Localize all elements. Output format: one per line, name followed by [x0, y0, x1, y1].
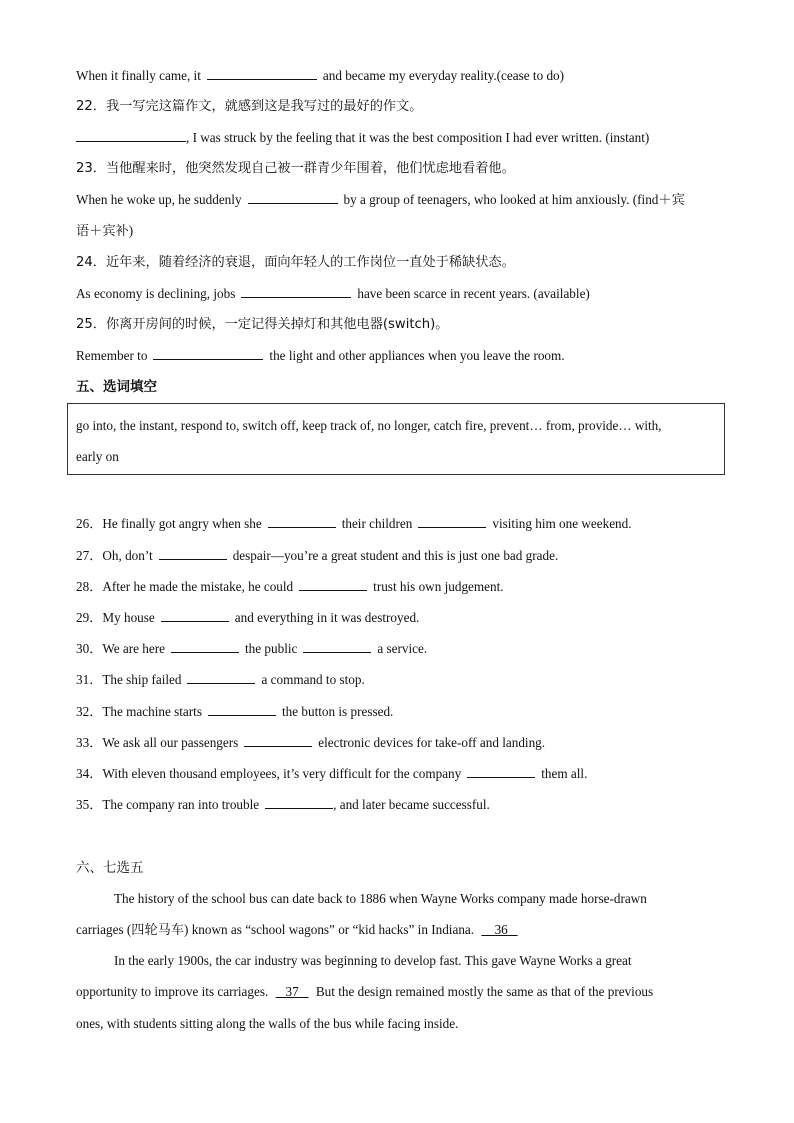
q22-chinese-prompt: 22．我一写完这篇作文，就感到这是我写过的最好的作文。 [76, 99, 423, 114]
q26-number: 26． [76, 516, 103, 531]
q34-line: 34．With eleven thousand employees, it’s very difficult for the company them all. [76, 766, 588, 781]
q27-line: 27．Oh, don’t despair—you’re a great student and this is just one bad grade. [76, 548, 559, 563]
q30-blank-2[interactable] [303, 640, 371, 653]
q23-answer-blank[interactable] [248, 191, 338, 204]
q35-blank[interactable] [265, 796, 333, 809]
passage-p1-line1: The history of the school bus can date back to 1886 when Wayne Works company made horse-drawn [114, 891, 647, 906]
word-bank-line-2: early on [76, 449, 119, 464]
q21-english-line [76, 67, 734, 85]
q32-blank[interactable] [208, 703, 276, 716]
q32-line: 32．The machine starts the button is pressed. [76, 704, 394, 719]
q33-line: 33．We ask all our passengers electronic devices for take-off and landing. [76, 735, 546, 750]
q32-number: 32． [76, 704, 103, 719]
q34-blank[interactable] [467, 765, 535, 778]
q23-english-cont: 语＋宾补) [76, 223, 134, 238]
q31-line: 31．The ship failed a command to stop. [76, 672, 365, 687]
q23-text-post: by a group of teenagers, who looked at him anxiously. (find＋宾 [343, 192, 685, 207]
blank-37[interactable]: 37 [285, 984, 299, 999]
q24-text-post: have been scarce in recent years. (available) [357, 286, 590, 301]
q24-text-pre: As economy is declining, jobs [76, 286, 236, 301]
q28-number: 28． [76, 579, 103, 594]
section-6-heading: 六、七选五 [76, 860, 144, 876]
q22-english-line [76, 129, 734, 147]
q24-english-line [76, 285, 734, 303]
q24-chinese-prompt: 24．近年来，随着经济的衰退，面向年轻人的工作岗位一直处于稀缺状态。 [76, 255, 515, 270]
q31-number: 31． [76, 672, 103, 687]
q21-text-pre: When it finally came, it [76, 68, 201, 83]
q26-blank-1[interactable] [268, 515, 336, 528]
q30-blank-1[interactable] [171, 640, 239, 653]
section-5-heading: 五、选词填空 [76, 379, 157, 395]
q27-blank[interactable] [159, 547, 227, 560]
q21-text-post: and became my everyday reality.(cease to do) [322, 68, 565, 83]
q25-chinese-prompt: 25．你离开房间的时候，一定记得关掉灯和其他电器(switch)。 [76, 317, 449, 332]
passage-p2-line1: In the early 1900s, the car industry was beginning to develop fast. This gave Wayne Works a great [114, 953, 632, 968]
q22-answer-blank[interactable] [76, 129, 186, 142]
q21-answer-blank[interactable] [207, 67, 317, 80]
q23-english-line [76, 191, 734, 209]
q30-line: 30．We are here the public a service. [76, 641, 428, 656]
passage-p1-line2: carriages (四轮马车) known as “school wagons” or “kid hacks” in Indiana. 36 [76, 921, 734, 939]
q25-answer-blank[interactable] [153, 347, 263, 360]
q26-blank-2[interactable] [418, 515, 486, 528]
q25-text-post: the light and other appliances when you leave the room. [269, 348, 565, 363]
q35-number: 35． [76, 797, 103, 812]
word-bank-box [67, 403, 725, 475]
q23-text-pre: When he woke up, he suddenly [76, 192, 242, 207]
q29-number: 29． [76, 610, 103, 625]
word-bank-line-1: go into, the instant, respond to, switch off, keep track of, no longer, catch fire, prevent… from, provide… with, [76, 418, 662, 433]
q24-answer-blank[interactable] [241, 285, 351, 298]
q30-number: 30． [76, 641, 103, 656]
q29-line: 29．My house and everything in it was destroyed. [76, 610, 420, 625]
q33-number: 33． [76, 735, 103, 750]
q26-line: 26．He finally got angry when she their children visiting him one weekend. [76, 516, 632, 531]
q31-blank[interactable] [187, 671, 255, 684]
q23-chinese-prompt: 23．当他醒来时，他突然发现自己被一群青少年围着，他们忧虑地看着他。 [76, 161, 515, 176]
q25-english-line [76, 347, 734, 365]
q28-line: 28．After he made the mistake, he could trust his own judgement. [76, 579, 504, 594]
q29-blank[interactable] [161, 609, 229, 622]
blank-36[interactable]: 36 [494, 922, 508, 937]
q35-line: 35．The company ran into trouble , and later became successful. [76, 797, 490, 812]
q34-number: 34． [76, 766, 103, 781]
q33-blank[interactable] [244, 734, 312, 747]
q25-text-pre: Remember to [76, 348, 148, 363]
passage-p2-line3: ones, with students sitting along the walls of the bus while facing inside. [76, 1016, 459, 1031]
q22-text: , I was struck by the feeling that it was the best composition I had ever written. (instant) [186, 130, 650, 145]
q28-blank[interactable] [299, 578, 367, 591]
q27-number: 27． [76, 548, 103, 563]
passage-p2-line2: opportunity to improve its carriages. 37 But the design remained mostly the same as that of the previous [76, 984, 654, 999]
